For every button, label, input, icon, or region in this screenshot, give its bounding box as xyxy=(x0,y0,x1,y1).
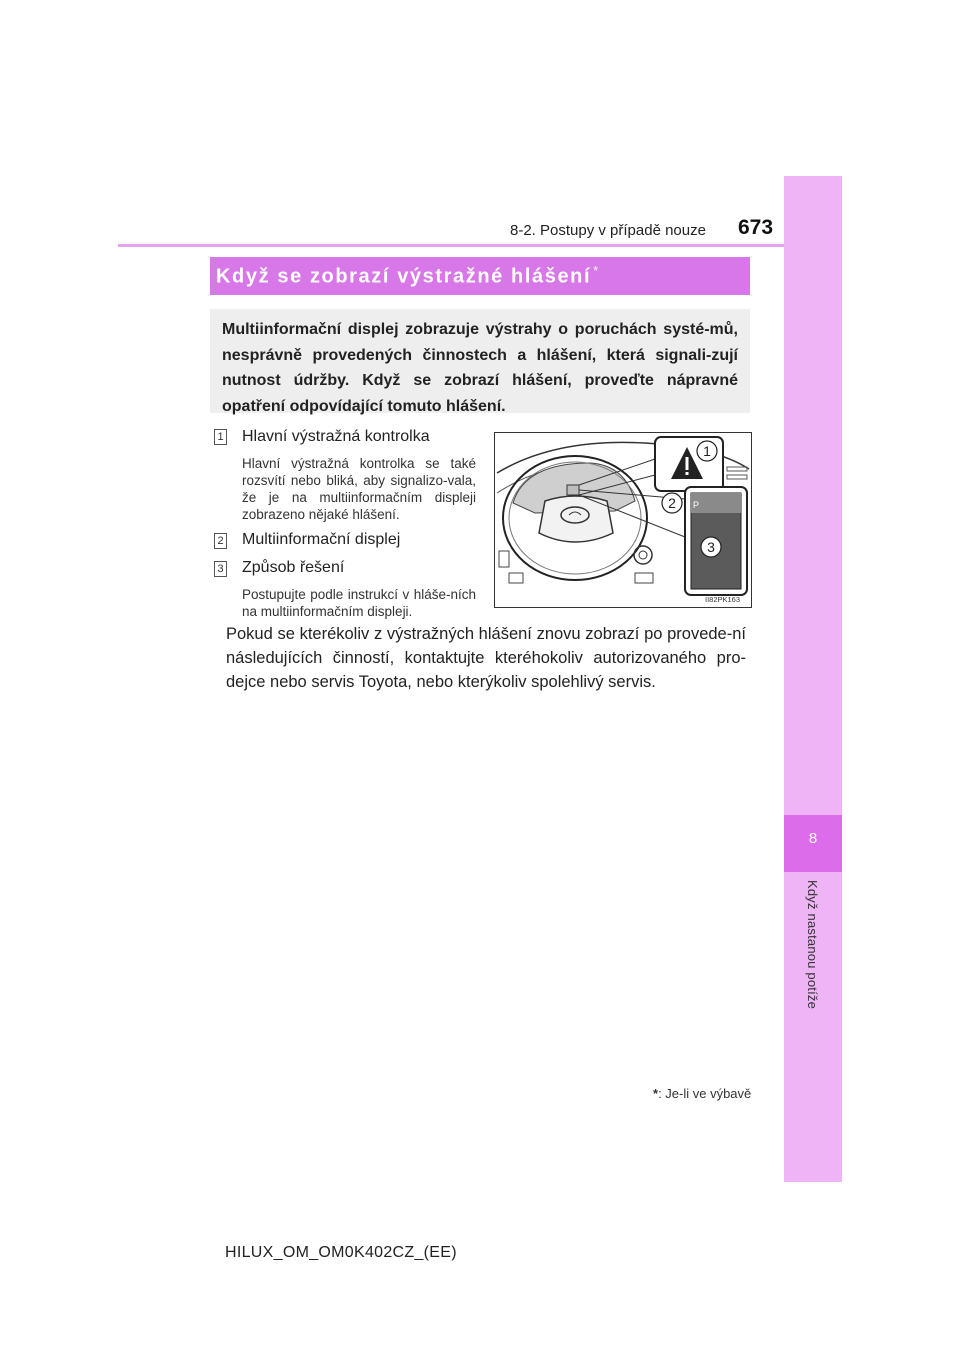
footnote-text: : Je-li ve výbavě xyxy=(658,1086,752,1101)
section-title xyxy=(216,263,600,289)
callout-number: 3 xyxy=(707,539,715,555)
chapter-label: Když nastanou potíže xyxy=(805,880,820,1010)
intro-text: Multiinformační displej zobrazuje výstrahy o poruchách systé-mů, nesprávně provedených činnostech a hlášení, která signali-zují nutnost údržby. Když se zobrazí hlášení, proveďte nápravné opatření odpovídající tomuto hlášení. xyxy=(222,321,738,415)
illustration-code: II82PK163 xyxy=(705,595,741,604)
chapter-side-tab xyxy=(784,176,842,1182)
equipment-mark: * xyxy=(593,263,600,278)
page-number: 673 xyxy=(738,216,774,239)
dashboard-drawing xyxy=(495,433,751,607)
document-code: HILUX_OM_OM0K402CZ_(EE) xyxy=(225,1244,457,1261)
callout-number: 2 xyxy=(668,495,676,511)
chapter-number: 8 xyxy=(808,830,818,847)
footnote xyxy=(653,1086,751,1101)
item-title: Multiinformační displej xyxy=(242,531,401,548)
callout-number: 1 xyxy=(703,443,711,459)
item-description: Hlavní výstražná kontrolka se také rozsvítí nebo bliká, aby signalizo-vala, že je na multiinformačním displeji zobrazeno nějaké hlášení. xyxy=(242,456,476,522)
item-title: Hlavní výstražná kontrolka xyxy=(242,428,430,445)
item-number-badge: 2 xyxy=(214,533,227,549)
dashboard-illustration xyxy=(494,432,752,608)
item-number-badge: 1 xyxy=(214,429,227,445)
section-heading: 8-2. Postupy v případě nouze xyxy=(510,222,706,239)
body-paragraph: Pokud se kterékoliv z výstražných hlášení znovu zobrazí po provede-ní následujících činností, kontaktujte kteréhokoliv autorizovaného pro-dejce nebo servis Toyota, nebo kterýkoliv spolehlivý servis. xyxy=(226,625,746,691)
footnote-mark: * xyxy=(653,1086,659,1101)
item-number-badge: 3 xyxy=(214,561,227,577)
item-description: Postupujte podle instrukcí v hláše-ních na multiinformačním displeji. xyxy=(242,587,476,619)
intro-box xyxy=(210,309,750,413)
header-rule xyxy=(118,244,784,247)
item-title: Způsob řešení xyxy=(242,559,345,576)
section-title-text: Když se zobrazí výstražné hlášení xyxy=(216,265,592,288)
display-letter: P xyxy=(693,500,700,510)
